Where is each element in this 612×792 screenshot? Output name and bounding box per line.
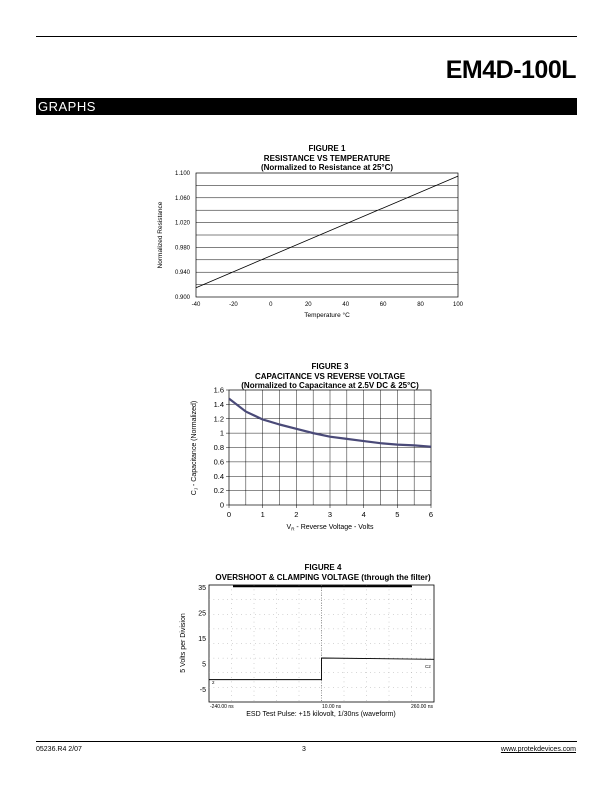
footer-website-link[interactable]: www.protekdevices.com [500,746,576,753]
figure-3-ytick-label: 0.2 [213,486,224,496]
figure-3-ytick-label: 1.6 [213,386,224,395]
figure-3-ytick-label: 1.2 [213,414,224,424]
figure-4-x-readout-left: -240.00 ns [210,704,234,710]
figure-1-series-line [196,176,458,288]
part-number: EM4D-100L [445,56,576,84]
figure-3-ytick-label: 0.6 [213,457,224,467]
footer-page-number: 3 [302,746,306,753]
figure-1-xtick-label: 20 [304,302,312,308]
figure-4-title: OVERSHOOT & CLAMPING VOLTAGE (through the filter) [215,572,431,582]
figure-4-ytick-label: 5 [202,661,206,669]
figure-1-chart [150,168,470,320]
figure-1-xtick-label: 0 [269,302,273,308]
figure-3-xtick-label: 6 [428,510,434,519]
figure-1-subtitle: (Normalized to Resistance at 25°C) [260,163,394,172]
footer-doc-code: 05236.R4 2/07 [36,746,82,753]
figure-3-ytick-label: 1.4 [213,399,224,409]
figure-3-xlabel: $V_R$ - Reverse Voltage - Volts [286,524,374,532]
header-rule [36,36,577,37]
section-bar [36,98,577,115]
figure-3-xtick-label: 5 [395,510,400,519]
figure-4-chart [175,582,440,722]
figure-1-xtick-label: 80 [417,302,424,308]
figure-1-xlabel: Temperature °C [304,312,350,319]
figure-3-ylabel: $C_J$ - Capacitance (Normalized) [191,400,199,496]
figure-1-ytick-label: 0.980 [174,245,190,252]
figure-1-xtick-label: 40 [342,302,350,308]
figure-4-heading [196,563,450,582]
figure-3-title: CAPACITANCE VS REVERSE VOLTAGE [254,371,406,381]
figure-1-title: RESISTANCE VS TEMPERATURE [263,153,391,163]
figure-3-xtick-label: 3 [327,510,333,519]
figure-4-ylabel: 5 Volts per Division [180,613,187,673]
figure-4-xlabel: ESD Test Pulse: +15 kilovolt, 1/30ns (waveform) [246,711,396,718]
figure-4-trace-label: C2 [425,664,431,669]
figure-1-xtick-label: -20 [229,302,238,308]
figure-4-series-line [209,658,434,680]
figure-4-marker-label: 2 [212,680,215,685]
figure-1-ylabel: Normalized Resistance [157,201,164,269]
section-title: GRAPHS [38,99,96,114]
figure-4-ytick-label: 25 [198,610,206,618]
figure-3-xtick-label: 1 [260,510,265,519]
figure-1-ytick-label: 1.020 [174,220,190,227]
figure-1-ytick-label: 1.100 [174,171,190,177]
figure-3-xtick-label: 2 [294,510,299,519]
figure-3-ytick-label: 0 [219,500,224,510]
figure-4-ytick-label: -5 [199,686,206,694]
figure-4-ytick-label: 35 [198,585,206,593]
figure-1-ytick-label: 1.060 [174,195,190,202]
figure-1-xtick-label: 60 [379,302,387,308]
figure-3-xtick-label: 4 [361,510,366,519]
figure-4-label: FIGURE 4 [304,563,342,572]
figure-3-subtitle: (Normalized to Capacitance at 2.5V DC & 25°C) [241,381,419,390]
figure-3-ytick-label: 0.4 [213,471,224,481]
figure-3-chart [180,386,450,536]
figure-3-xtick-label: 0 [226,510,232,519]
figure-1-xtick-label: 100 [452,302,464,308]
figure-1-label: FIGURE 1 [308,144,346,153]
figure-4-x-readout-center: 10.00 ns [322,704,342,710]
figure-4-ytick-label: 15 [198,635,206,643]
figure-3-label: FIGURE 3 [311,362,349,371]
figure-1-xtick-label: -40 [191,302,201,308]
figure-1-ytick-label: 0.940 [174,270,190,277]
figure-3-ytick-label: 1 [219,428,224,438]
figure-3-ytick-label: 0.8 [213,443,224,452]
figure-4-x-readout-right: 260.00 ns [411,704,433,710]
footer-rule [36,741,577,742]
figure-1-ytick-label: 0.900 [174,295,190,301]
